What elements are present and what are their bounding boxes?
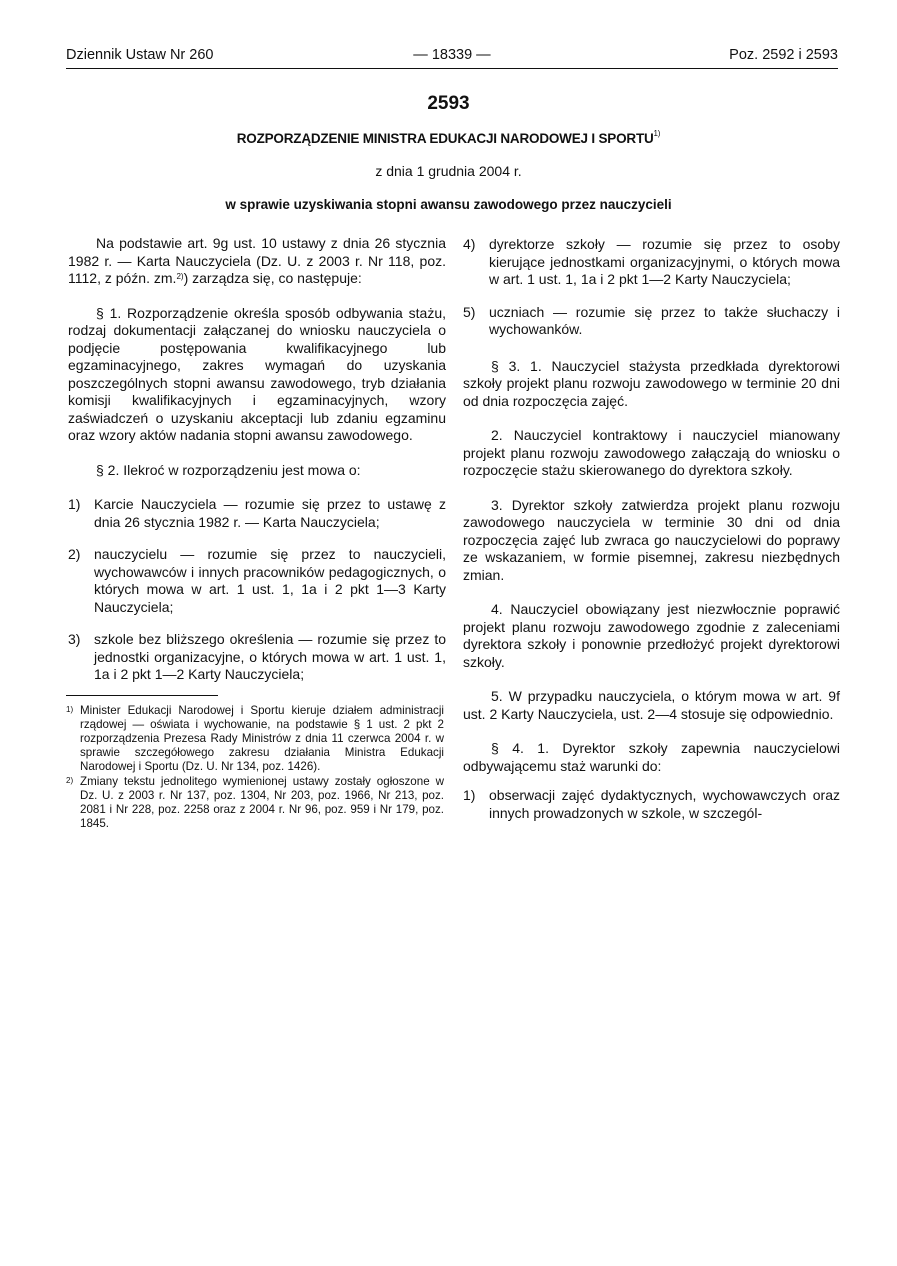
list-item-number: 1) bbox=[463, 787, 476, 803]
list-item-text: obserwacji zajęć dydaktycznych, wychowawczych oraz innych prowadzonych w szkole, w szczegól- bbox=[489, 787, 840, 821]
footnotes bbox=[66, 695, 444, 832]
document-title-text: ROZPORZĄDZENIE MINISTRA EDUKACJI NARODOWEJ I SPORTU bbox=[236, 131, 654, 146]
list-item-text: dyrektorze szkoły — rozumie się przez to osoby kierujące jednostkami organizacyjnymi, o których mowa w art. 1 ust. 1, 1a i 2 pkt 1—2 Karty Nauczyciela; bbox=[489, 236, 840, 287]
footnote bbox=[66, 704, 444, 774]
page-number: — 18339 — bbox=[413, 47, 491, 63]
document-date: z dnia 1 grudnia 2004 r. bbox=[375, 163, 522, 179]
preamble bbox=[68, 235, 446, 288]
left-column bbox=[68, 235, 446, 699]
list-item-number: 1) bbox=[68, 496, 81, 512]
document-number: 2593 bbox=[427, 93, 470, 114]
document-subject: w sprawie uzyskiwania stopni awansu zawodowego przez nauczycieli bbox=[225, 197, 672, 212]
list-item bbox=[463, 787, 840, 822]
list-item bbox=[68, 631, 446, 684]
journal-title: Dziennik Ustaw Nr 260 bbox=[66, 47, 214, 63]
document-title bbox=[0, 131, 897, 146]
page-header bbox=[66, 46, 838, 69]
list-item-text: nauczycielu — rozumie się przez to nauczycieli, wychowawców i innych pracowników pedagogicznych, o których mowa w art. 1 ust. 1, 1a i 2 pkt 1—3 Karty Nauczyciela; bbox=[94, 546, 446, 615]
list-item-number: 5) bbox=[463, 303, 476, 320]
paragraph-3-2: 2. Nauczyciel kontraktowy i nauczyciel mianowany projekt planu rozwoju zawodowego załączają do wniosku o rozpoczęcie stażu skierowanego do dyrektora szkoły. bbox=[463, 427, 840, 478]
list-item bbox=[463, 304, 840, 339]
footnote-text: Zmiany tekstu jednolitego wymienionej ustawy zostały ogłoszone w Dz. U. z 2003 r. Nr 137, poz. 1304, Nr 203, poz. 1966, Nr 213, poz. 2081 i Nr 228, poz. 2258 oraz z 2004 r. Nr 96, poz. 959 i Nr 179, poz. 1845. bbox=[80, 775, 444, 830]
footnote-divider bbox=[66, 695, 218, 696]
paragraph-3-1: § 3. 1. Nauczyciel stażysta przedkłada dyrektorowi szkoły projekt planu rozwoju zawodowego w terminie 20 dni od dnia rozpoczęcia zajęć. bbox=[463, 357, 840, 409]
list-item-text: uczniach — rozumie się przez to także słuchaczy i wychowanków. bbox=[489, 303, 840, 337]
footnote bbox=[66, 775, 444, 831]
paragraph-4-1: § 4. 1. Dyrektor szkoły zapewnia nauczycielowi odbywającemu staż warunki do: bbox=[463, 740, 840, 774]
footnote-number: 2) bbox=[66, 776, 74, 785]
preamble-text-b: ) zarządza się, co następuje: bbox=[183, 270, 362, 286]
list-item-number: 3) bbox=[68, 631, 81, 647]
paragraph-3-3: 3. Dyrektor szkoły zatwierdza projekt planu rozwoju zawodowego nauczyciela w terminie 30 dni od dnia rozpoczęcia zajęć lub zwraca go nauczycielowi do poprawy ze wskazaniem, w formie pisemnej, zakresu niezbędnych zmian. bbox=[463, 496, 840, 583]
paragraph-2-intro: § 2. Ilekroć w rozporządzeniu jest mowa o: bbox=[96, 461, 361, 478]
list-item-number: 2) bbox=[68, 546, 81, 562]
footnote-number: 1) bbox=[66, 705, 74, 714]
right-column bbox=[463, 236, 840, 837]
position-reference: Poz. 2592 i 2593 bbox=[729, 47, 838, 63]
list-item-number: 4) bbox=[463, 236, 476, 252]
preamble-text-a: Na podstawie art. 9g ust. 10 ustawy z dnia 26 stycznia 1982 r. — Karta Nauczyciela (Dz. U. z 2003 r. Nr 118, poz. 1112, z późn. zm. bbox=[68, 235, 446, 286]
paragraph-3-4: 4. Nauczyciel obowiązany jest niezwłocznie poprawić projekt planu rozwoju zawodowego zgodnie z zaleceniami dyrektora szkoły i ponownie przedłożyć projekt dyrektorowi szkoły. bbox=[463, 601, 840, 670]
title-footnote-marker: 1) bbox=[653, 129, 661, 138]
list-item bbox=[68, 496, 446, 531]
preamble-footnote-marker: 2) bbox=[176, 272, 184, 281]
paragraph-1: § 1. Rozporządzenie określa sposób odbywania stażu, rodzaj dokumentacji załączanej do wniosku nauczyciela o podjęcie postępowania kwalifikacyjnego lub egzaminacyjnego, zakres wymagań do uzyskania poszczególnych stopni awansu zawodowego, tryb działania komisji kwalifikacyjnych i egzaminacyjnych, wzory zaświadczeń o uzyskaniu akceptacji lub zdaniu egzaminu oraz wzory aktów nadania stopni awansu zawodowego. bbox=[68, 304, 446, 443]
list-item bbox=[463, 236, 840, 289]
footnote-text: Minister Edukacji Narodowej i Sportu kieruje działem administracji rządowej — oświata i wychowanie, na podstawie § 1 ust. 2 pkt 2 rozporządzenia Prezesa Rady Ministrów z dnia 11 czerwca 2004 r. w sprawie szczegółowego zakresu działania Ministra Edukacji Narodowej i Sportu (Dz. U. Nr 134, poz. 1426). bbox=[80, 704, 444, 773]
paragraph-3-5: 5. W przypadku nauczyciela, o którym mowa w art. 9f ust. 2 Karty Nauczyciela, ust. 2—4 stosuje się odpowiednio. bbox=[463, 688, 840, 722]
list-item bbox=[68, 546, 446, 616]
list-item-text: szkole bez bliższego określenia — rozumie się przez to jednostki organizacyjne, o których mowa w art. 1 ust. 1, 1a i 2 pkt 1—2 Karty Nauczyciela; bbox=[94, 631, 446, 682]
list-item-text: Karcie Nauczyciela — rozumie się przez to ustawę z dnia 26 stycznia 1982 r. — Karta Nauczyciela; bbox=[94, 496, 446, 530]
